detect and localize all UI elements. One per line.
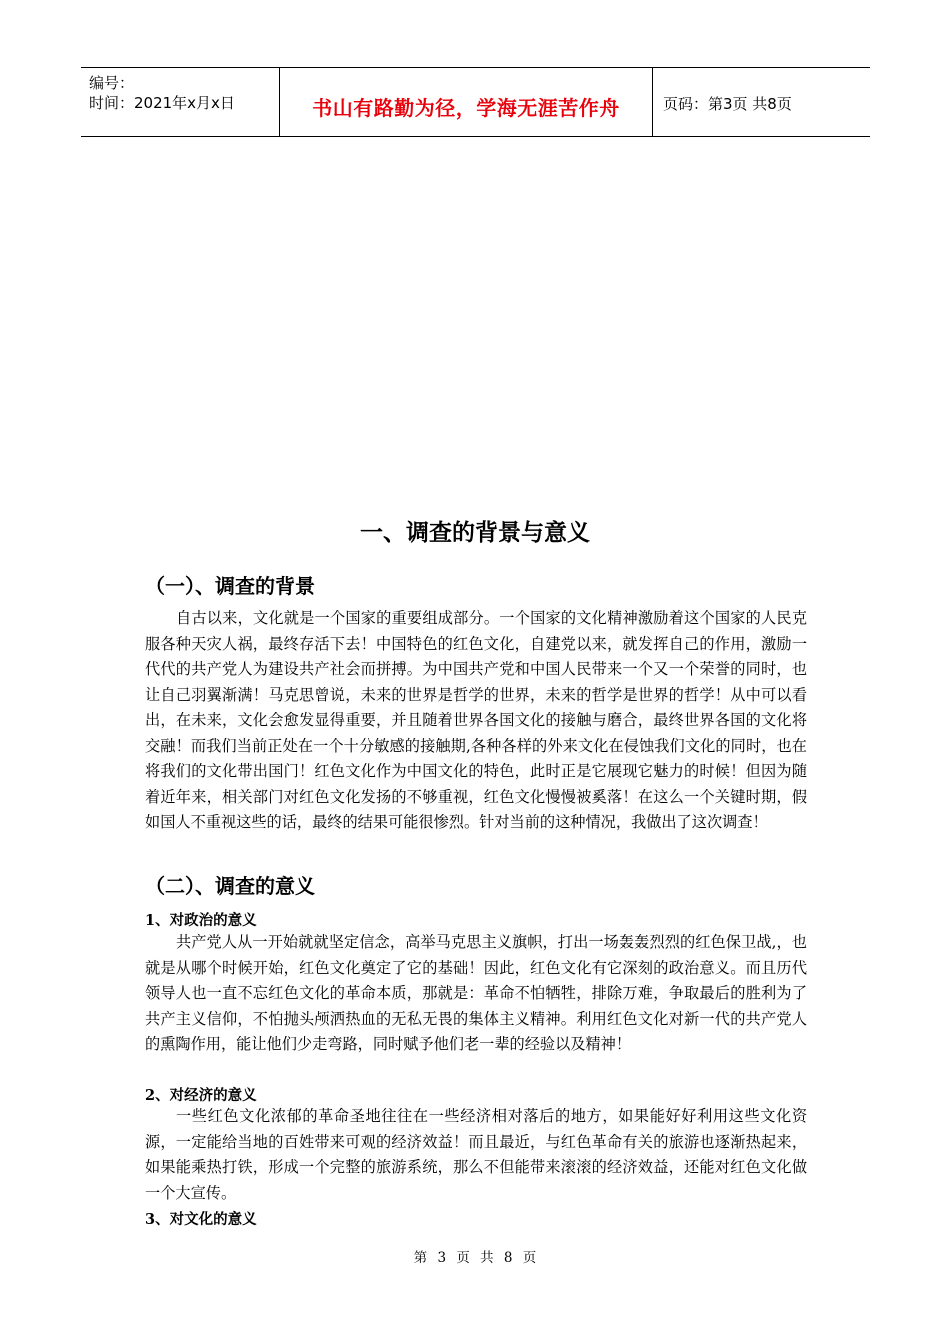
header-page-info: 页码：第3页 共8页 bbox=[663, 95, 792, 113]
economy-paragraph: 一些红色文化浓郁的革命圣地往往在一些经济相对落后的地方，如果能好好利用这些文化资源，一定能给当地的百姓带来可观的经济效益！而且最近，与红色革命有关的旅游也逐渐热起来，如果能乘热打铁，形成一个完整的旅游系统，那么不但能带来滚滚的经济效益，还能对红色文化做一个大宣传。 bbox=[145, 1107, 807, 1202]
subsection-heading-culture: 3、对文化的意义 bbox=[145, 1211, 257, 1228]
header-page-cell bbox=[653, 68, 870, 136]
header-meta-cell bbox=[81, 68, 280, 136]
subsection-heading-economy: 2、对经济的意义 bbox=[145, 1087, 257, 1104]
header-motto: 书山有路勤为径，学海无涯苦作舟 bbox=[312, 96, 620, 120]
subsection-heading-politics: 1、对政治的意义 bbox=[145, 912, 257, 929]
politics-paragraph: 共产党人从一开始就就坚定信念，高举马克思主义旗帜，打出一场轰轰烈烈的红色保卫战,，也就是从哪个时候开始，红色文化奠定了它的基础！因此，红色文化有它深刻的政治意义。而且历代领导人也一直不忘红色文化的革命本质，那就是：革命不怕牺牲，排除万难，争取最后的胜利为了共产主义信仰，不怕抛头颅洒热血的无私无畏的集体主义精神。利用红色文化对新一代的共产党人的熏陶作用，能让他们少走弯路，同时赋予他们老一辈的经验以及精神！ bbox=[145, 933, 807, 1053]
background-paragraph: 自古以来，文化就是一个国家的重要组成部分。一个国家的文化精神激励着这个国家的人民克服各种天灾人祸，最终存活下去！中国特色的红色文化，自建党以来，就发挥自己的作用，激励一代代的共产党人为建设共产社会而拼搏。为中国共产党和中国人民带来一个又一个荣誉的同时，也让自己羽翼渐满！马克思曾说，未来的世界是哲学的世界，未来的哲学是世界的哲学！从中可以看出，在未来，文化会愈发显得重要，并且随着世界各国文化的接触与磨合，最终世界各国的文化将交融！而我们当前正处在一个十分敏感的接触期,各种各样的外来文化在侵蚀我们文化的同时，也在将我们的文化带出国门！红色文化作为中国文化的特色，此时正是它展现它魅力的时候！但因为随着近年来，相关部门对红色文化发扬的不够重视，红色文化慢慢被奚落！在这么一个关键时期，假如国人不重视这些的话，最终的结果可能很惨烈。针对当前的这种情况，我做出了这次调查！ bbox=[145, 609, 807, 831]
document-date: 时间：2021年x月x日 bbox=[89, 94, 235, 112]
page-header bbox=[81, 67, 870, 137]
document-number-label: 编号： bbox=[89, 74, 135, 92]
page-footer: 第 3 页 共 8 页 bbox=[413, 1250, 537, 1266]
section-heading-background: （一）、调查的背景 bbox=[145, 574, 315, 598]
document-title: 一、调查的背景与意义 bbox=[360, 520, 590, 546]
header-motto-cell bbox=[280, 68, 653, 136]
section-heading-significance: （二）、调查的意义 bbox=[145, 874, 315, 898]
